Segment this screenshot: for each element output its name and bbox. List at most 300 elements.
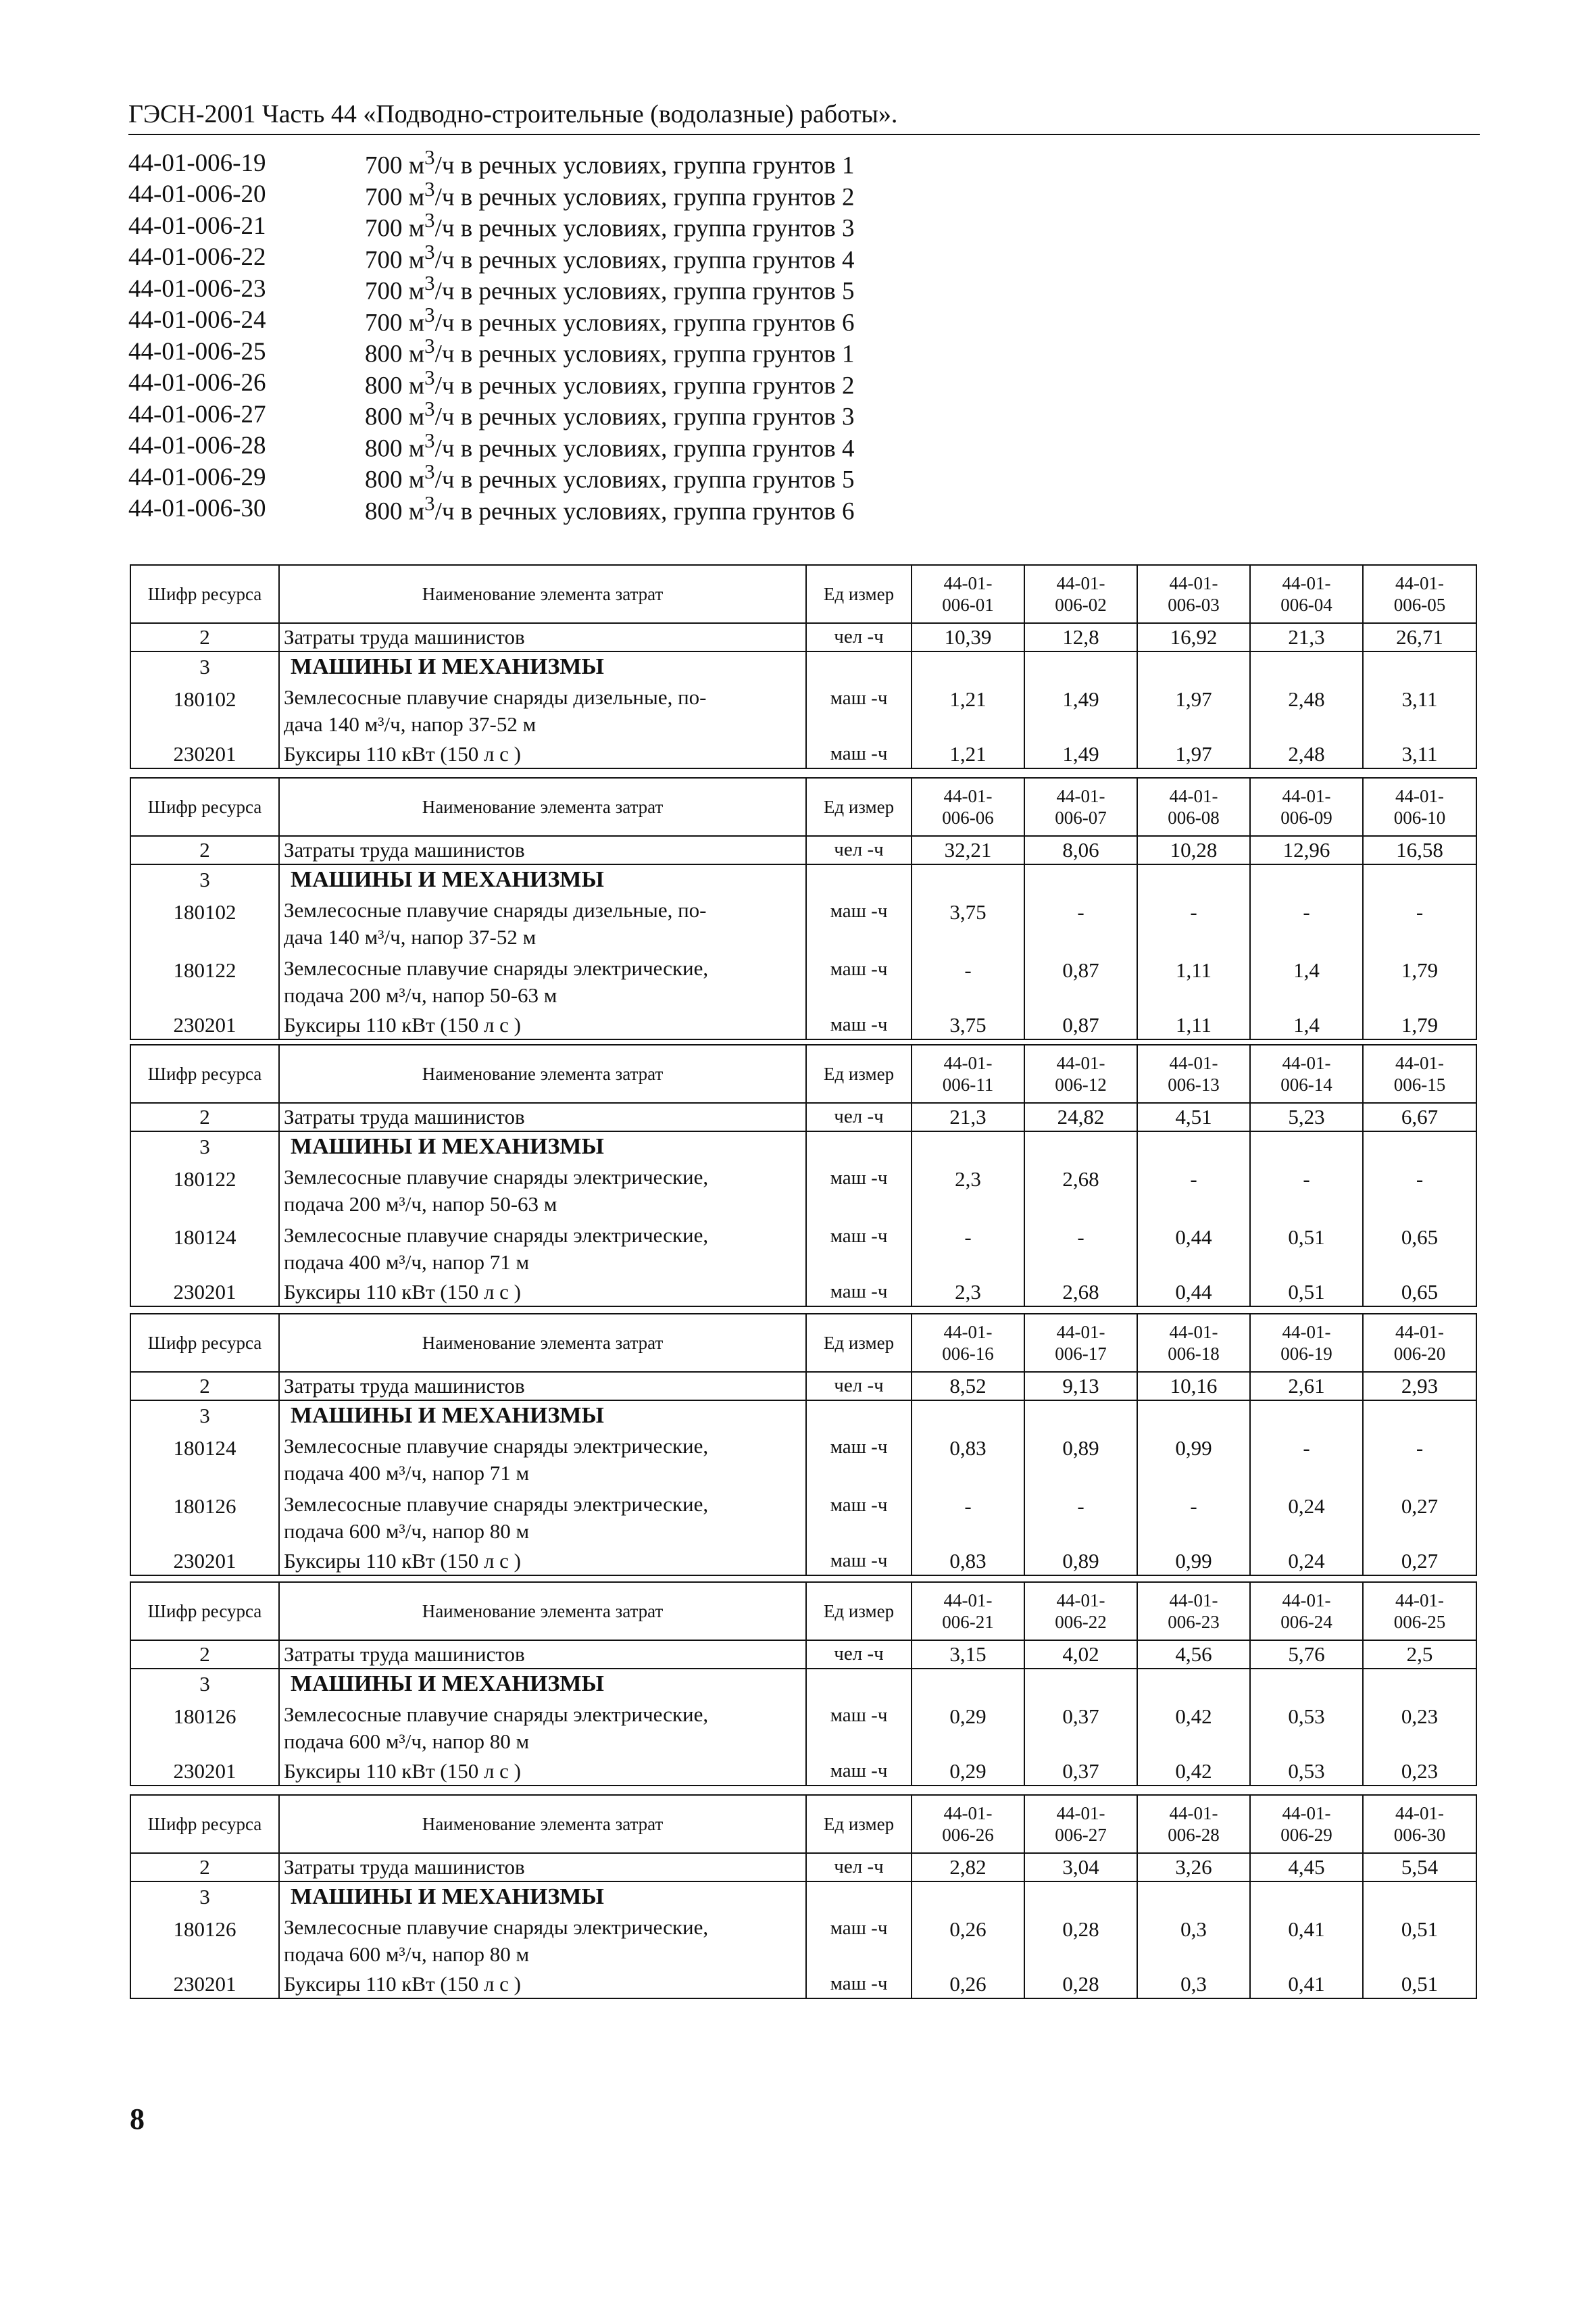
norm-code-line: 006-04 (1280, 595, 1332, 615)
resource-row (130, 1970, 1476, 1998)
resource-code: 230201 (130, 1547, 279, 1575)
header-norm-code (1137, 565, 1250, 623)
header-norm-code (1363, 1582, 1476, 1640)
norm-description: 700 $м^3/ч$ в речных условиях, группа грунтов 3 (365, 209, 855, 243)
resource-name (279, 740, 806, 768)
section-unit (806, 1881, 912, 1912)
resource-code: 230201 (130, 740, 279, 768)
resource-name-line: подача 200 м³/ч, напор 50-63 м (284, 1192, 557, 1216)
norm-value: - (1137, 1489, 1250, 1547)
norm-value: 0,83 (912, 1431, 1024, 1489)
resource-row (130, 1278, 1476, 1306)
resource-code: 230201 (130, 1970, 279, 1998)
norm-value: 0,26 (912, 1912, 1024, 1970)
resource-row (130, 953, 1476, 1011)
header-unit: Ед измер (806, 565, 912, 623)
resource-code: 180126 (130, 1699, 279, 1757)
norm-code-line: 44-01- (1282, 1052, 1331, 1073)
header-cost-element: Наименование элемента затрат (279, 1045, 806, 1103)
norm-value: 0,27 (1363, 1547, 1476, 1575)
norm-value: 0,42 (1137, 1757, 1250, 1786)
section-value (912, 1669, 1024, 1699)
norm-value: 0,23 (1363, 1757, 1476, 1786)
norm-value: 5,54 (1363, 1853, 1476, 1881)
section-value (1250, 864, 1363, 895)
norm-code-line: 44-01- (1282, 572, 1331, 593)
header-norm-code (1363, 1795, 1476, 1853)
norm-value: 8,52 (912, 1372, 1024, 1400)
norm-code-line: 006-12 (1055, 1075, 1107, 1095)
norm-code: 44-01-006-24 (128, 306, 266, 335)
norm-value: 2,3 (912, 1162, 1024, 1220)
norm-value: - (1024, 1489, 1137, 1547)
code-list-item (128, 242, 855, 274)
resource-row (130, 1757, 1476, 1786)
norm-description: 800 $м^3/ч$ в речных условиях, группа грунтов 3 (365, 397, 855, 431)
header-norm-code (912, 1582, 1024, 1640)
norm-code-line: 006-03 (1168, 595, 1220, 615)
resource-row (130, 1162, 1476, 1220)
norm-code-line: 44-01- (1056, 1802, 1105, 1823)
labor-row (130, 1640, 1476, 1669)
resource-row (130, 1011, 1476, 1039)
header-norm-code (1024, 1045, 1137, 1103)
norm-code-line: 006-05 (1393, 595, 1446, 615)
norm-value: 0,53 (1250, 1699, 1363, 1757)
norm-code-line: 006-30 (1393, 1825, 1446, 1845)
resource-name: Затраты труда машинистов (279, 1372, 806, 1400)
header-unit: Ед измер (806, 1045, 912, 1103)
norm-code-line: 44-01- (1282, 1802, 1331, 1823)
header-norm-code (1363, 1045, 1476, 1103)
section-code: 3 (130, 1131, 279, 1162)
header-resource-code: Шифр ресурса (130, 1045, 279, 1103)
section-value (1024, 1131, 1137, 1162)
norm-value: 3,15 (912, 1640, 1024, 1669)
section-value (912, 864, 1024, 895)
resource-row (130, 1431, 1476, 1489)
norm-code-line: 006-06 (942, 808, 994, 828)
norm-value: - (1024, 1220, 1137, 1278)
section-unit (806, 651, 912, 682)
norm-value: 3,11 (1363, 682, 1476, 740)
norm-code-line: 44-01- (1395, 785, 1444, 806)
section-value (1363, 1400, 1476, 1431)
norm-value: 0,24 (1250, 1547, 1363, 1575)
resource-unit: маш -ч (806, 1011, 912, 1039)
section-value (1250, 1131, 1363, 1162)
resource-name-line: Буксиры 110 кВт (150 л с ) (284, 741, 522, 766)
norm-value: 0,3 (1137, 1912, 1250, 1970)
resource-name-line: Землесосные плавучие снаряды дизельные, по- (284, 685, 707, 710)
norm-table (130, 1794, 1477, 1999)
resource-name (279, 895, 806, 953)
section-row (130, 651, 1476, 682)
norm-code-line: 006-11 (942, 1075, 994, 1095)
header-unit: Ед измер (806, 778, 912, 836)
norm-value: 0,29 (912, 1757, 1024, 1786)
resource-code: 180102 (130, 682, 279, 740)
norm-value: 0,83 (912, 1547, 1024, 1575)
norm-value: 5,23 (1250, 1103, 1363, 1131)
resource-name (279, 1547, 806, 1575)
norm-value: 1,49 (1024, 682, 1137, 740)
header-cost-element: Наименование элемента затрат (279, 1314, 806, 1372)
header-norm-code (1363, 1314, 1476, 1372)
section-label: МАШИНЫ И МЕХАНИЗМЫ (279, 651, 806, 682)
norm-value: - (912, 953, 1024, 1011)
unit-superscript: 3 (424, 303, 435, 326)
norm-code-line: 006-18 (1168, 1344, 1220, 1364)
resource-unit: чел -ч (806, 1103, 912, 1131)
resource-name-line: подача 600 м³/ч, напор 80 м (284, 1729, 530, 1754)
resource-name (279, 1489, 806, 1547)
norm-value: 21,3 (1250, 623, 1363, 651)
resource-name-line: Землесосные плавучие снаряды электрические, (284, 1492, 709, 1517)
norm-code-line: 006-19 (1280, 1344, 1332, 1364)
norm-value: 0,89 (1024, 1547, 1137, 1575)
norm-code: 44-01-006-27 (128, 400, 266, 428)
labor-row (130, 836, 1476, 864)
section-label: МАШИНЫ И МЕХАНИЗМЫ (279, 1881, 806, 1912)
norm-value: 2,82 (912, 1853, 1024, 1881)
table-header-row (130, 1582, 1476, 1640)
resource-name: Затраты труда машинистов (279, 1640, 806, 1669)
norm-value: 1,49 (1024, 740, 1137, 768)
norm-code-line: 006-10 (1393, 808, 1446, 828)
norm-code-line: 44-01- (1056, 572, 1105, 593)
unit-superscript: 3 (424, 209, 435, 232)
norm-code-line: 44-01- (1395, 1052, 1444, 1073)
norm-code-line: 44-01- (1169, 785, 1218, 806)
header-norm-code (1137, 778, 1250, 836)
resource-name: Затраты труда машинистов (279, 836, 806, 864)
section-value (1250, 651, 1363, 682)
resource-code: 2 (130, 836, 279, 864)
norm-code: 44-01-006-28 (128, 432, 266, 460)
resource-name-line: Землесосные плавучие снаряды дизельные, по- (284, 898, 707, 922)
header-unit: Ед измер (806, 1795, 912, 1853)
norm-value: 3,75 (912, 1011, 1024, 1039)
section-unit (806, 864, 912, 895)
norm-description: 800 $м^3/ч$ в речных условиях, группа грунтов 4 (365, 428, 855, 462)
norm-value: 0,41 (1250, 1912, 1363, 1970)
section-value (1137, 1881, 1250, 1912)
norm-code-line: 44-01- (943, 1590, 993, 1610)
section-value (912, 651, 1024, 682)
header-norm-code (1024, 1582, 1137, 1640)
resource-code: 180124 (130, 1431, 279, 1489)
norm-code-line: 44-01- (943, 785, 993, 806)
section-label: МАШИНЫ И МЕХАНИЗМЫ (279, 1669, 806, 1699)
norm-table (130, 1313, 1477, 1576)
code-list-item (128, 462, 855, 493)
norm-description: 800 $м^3/ч$ в речных условиях, группа грунтов 1 (365, 335, 855, 368)
resource-unit: маш -ч (806, 1278, 912, 1306)
code-list-item (128, 430, 855, 462)
norm-code-list (128, 147, 855, 524)
section-value (1250, 1669, 1363, 1699)
header-norm-code (912, 1795, 1024, 1853)
norm-value: 0,24 (1250, 1489, 1363, 1547)
section-value (912, 1131, 1024, 1162)
header-norm-code (1024, 1795, 1137, 1853)
resource-row (130, 740, 1476, 768)
norm-code-line: 44-01- (1056, 785, 1105, 806)
resource-unit: маш -ч (806, 1162, 912, 1220)
labor-row (130, 623, 1476, 651)
norm-description: 700 $м^3/ч$ в речных условиях, группа грунтов 5 (365, 272, 855, 305)
section-row (130, 1881, 1476, 1912)
norm-value: 0,51 (1250, 1278, 1363, 1306)
section-value (1024, 1669, 1137, 1699)
resource-row (130, 682, 1476, 740)
labor-row (130, 1372, 1476, 1400)
norm-code: 44-01-006-25 (128, 337, 266, 366)
norm-value: 2,48 (1250, 740, 1363, 768)
norm-value: 0,87 (1024, 1011, 1137, 1039)
unit-superscript: 3 (424, 491, 435, 515)
code-list-item (128, 179, 855, 211)
norm-code-line: 006-08 (1168, 808, 1220, 828)
resource-row (130, 1547, 1476, 1575)
resource-unit: маш -ч (806, 1970, 912, 1998)
header-norm-code (1250, 1314, 1363, 1372)
header-norm-code (1137, 1045, 1250, 1103)
norm-value: 3,11 (1363, 740, 1476, 768)
unit-superscript: 3 (424, 397, 435, 421)
section-unit (806, 1131, 912, 1162)
norm-value: 24,82 (1024, 1103, 1137, 1131)
norm-code-line: 44-01- (1056, 1052, 1105, 1073)
norm-value: - (912, 1220, 1024, 1278)
section-value (1137, 1400, 1250, 1431)
norm-code-line: 44-01- (1169, 1802, 1218, 1823)
section-code: 3 (130, 1669, 279, 1699)
resource-code: 2 (130, 1640, 279, 1669)
norm-value: 4,56 (1137, 1640, 1250, 1669)
norm-value: 1,79 (1363, 953, 1476, 1011)
norm-value: 16,58 (1363, 836, 1476, 864)
resource-name-line: Землесосные плавучие снаряды электрические, (284, 1434, 709, 1458)
page-number: 8 (130, 2102, 145, 2136)
resource-unit: чел -ч (806, 836, 912, 864)
resource-code: 230201 (130, 1757, 279, 1786)
norm-value: - (1024, 895, 1137, 953)
resource-name-line: Землесосные плавучие снаряды электрические, (284, 1702, 709, 1727)
norm-value: 0,3 (1137, 1970, 1250, 1998)
norm-value: 0,41 (1250, 1970, 1363, 1998)
norm-value: 26,71 (1363, 623, 1476, 651)
norm-value: 4,51 (1137, 1103, 1250, 1131)
norm-table (130, 1581, 1477, 1786)
resource-name (279, 682, 806, 740)
resource-name-line: Землесосные плавучие снаряды электрические, (284, 956, 709, 981)
header-norm-code (1250, 778, 1363, 836)
resource-name (279, 1970, 806, 1998)
resource-name (279, 1162, 806, 1220)
norm-code-line: 44-01- (1169, 1321, 1218, 1342)
unit-superscript: 3 (424, 335, 435, 358)
resource-name (279, 1431, 806, 1489)
section-code: 3 (130, 1400, 279, 1431)
section-value (1137, 864, 1250, 895)
norm-code: 44-01-006-30 (128, 495, 266, 523)
header-cost-element: Наименование элемента затрат (279, 778, 806, 836)
norm-value: 16,92 (1137, 623, 1250, 651)
resource-code: 2 (130, 1103, 279, 1131)
norm-value: 0,27 (1363, 1489, 1476, 1547)
page-header: ГЭСН-2001 Часть 44 «Подводно-строительные (водолазные) работы». (128, 101, 1480, 135)
unit-superscript: 3 (424, 460, 435, 484)
resource-name-line: подача 600 м³/ч, напор 80 м (284, 1519, 530, 1544)
norm-code: 44-01-006-26 (128, 369, 266, 397)
norm-code: 44-01-006-22 (128, 243, 266, 272)
norm-value: 0,89 (1024, 1431, 1137, 1489)
norm-code-line: 006-24 (1280, 1612, 1332, 1632)
header-resource-code: Шифр ресурса (130, 1582, 279, 1640)
norm-code-line: 44-01- (1395, 1802, 1444, 1823)
header-resource-code: Шифр ресурса (130, 565, 279, 623)
resource-name-line: Буксиры 110 кВт (150 л с ) (284, 1971, 522, 1996)
resource-unit: маш -ч (806, 1699, 912, 1757)
resource-code: 180124 (130, 1220, 279, 1278)
resource-row (130, 1220, 1476, 1278)
section-value (1137, 651, 1250, 682)
norm-code-line: 006-28 (1168, 1825, 1220, 1845)
resource-unit: чел -ч (806, 623, 912, 651)
section-unit (806, 1400, 912, 1431)
section-label: МАШИНЫ И МЕХАНИЗМЫ (279, 1131, 806, 1162)
resource-unit: маш -ч (806, 1489, 912, 1547)
resource-name (279, 1011, 806, 1039)
section-value (1250, 1881, 1363, 1912)
labor-row (130, 1103, 1476, 1131)
norm-code-line: 006-22 (1055, 1612, 1107, 1632)
norm-value: 1,11 (1137, 1011, 1250, 1039)
section-value (1024, 1400, 1137, 1431)
norm-code-line: 006-13 (1168, 1075, 1220, 1095)
norm-value: 1,11 (1137, 953, 1250, 1011)
header-norm-code (1250, 565, 1363, 623)
code-list-item (128, 399, 855, 430)
section-value (1024, 651, 1137, 682)
resource-code: 230201 (130, 1011, 279, 1039)
norm-code-line: 44-01- (1395, 1321, 1444, 1342)
resource-name-line: Буксиры 110 кВт (150 л с ) (284, 1012, 522, 1037)
header-norm-code (912, 1314, 1024, 1372)
norm-value: 0,28 (1024, 1912, 1137, 1970)
resource-name-line: подача 400 м³/ч, напор 71 м (284, 1250, 530, 1275)
norm-value: 0,28 (1024, 1970, 1137, 1998)
resource-unit: маш -ч (806, 1547, 912, 1575)
resource-code: 180126 (130, 1912, 279, 1970)
norm-value: - (1363, 895, 1476, 953)
norm-code-line: 44-01- (943, 572, 993, 593)
norm-value: - (1363, 1162, 1476, 1220)
header-norm-code (1137, 1795, 1250, 1853)
norm-code-line: 44-01- (1169, 1590, 1218, 1610)
unit-superscript: 3 (424, 240, 435, 264)
resource-row (130, 895, 1476, 953)
header-norm-code (1137, 1314, 1250, 1372)
norm-value: 4,02 (1024, 1640, 1137, 1669)
norm-value: 0,99 (1137, 1431, 1250, 1489)
norm-value: 12,96 (1250, 836, 1363, 864)
header-cost-element: Наименование элемента затрат (279, 1795, 806, 1853)
section-value (1137, 1669, 1250, 1699)
norm-value: - (1250, 895, 1363, 953)
norm-value: 4,45 (1250, 1853, 1363, 1881)
section-code: 3 (130, 864, 279, 895)
code-list-item (128, 210, 855, 242)
resource-row (130, 1489, 1476, 1547)
resource-code: 180126 (130, 1489, 279, 1547)
norm-code-line: 006-07 (1055, 808, 1107, 828)
norm-code: 44-01-006-23 (128, 274, 266, 303)
norm-value: 5,76 (1250, 1640, 1363, 1669)
resource-name-line: Землесосные плавучие снаряды электрические, (284, 1223, 709, 1248)
section-code: 3 (130, 1881, 279, 1912)
section-row (130, 1669, 1476, 1699)
norm-code-line: 44-01- (1056, 1590, 1105, 1610)
norm-value: 2,5 (1363, 1640, 1476, 1669)
resource-name (279, 953, 806, 1011)
resource-name-line: дача 140 м³/ч, напор 37-52 м (284, 925, 537, 950)
resource-code: 180122 (130, 1162, 279, 1220)
header-cost-element: Наименование элемента затрат (279, 565, 806, 623)
norm-value: 2,68 (1024, 1162, 1137, 1220)
header-resource-code: Шифр ресурса (130, 1795, 279, 1853)
unit-superscript: 3 (424, 272, 435, 295)
norm-code-line: 44-01- (1395, 1590, 1444, 1610)
header-cost-element: Наименование элемента затрат (279, 1582, 806, 1640)
labor-row (130, 1853, 1476, 1881)
section-value (1363, 1669, 1476, 1699)
norm-table (130, 564, 1477, 769)
norm-value: 1,4 (1250, 953, 1363, 1011)
norm-value: 3,26 (1137, 1853, 1250, 1881)
unit-superscript: 3 (424, 366, 435, 389)
norm-code-line: 44-01- (943, 1321, 993, 1342)
resource-name (279, 1912, 806, 1970)
norm-code-line: 006-25 (1393, 1612, 1446, 1632)
code-list-item (128, 273, 855, 305)
header-norm-code (1250, 1045, 1363, 1103)
norm-value: 1,97 (1137, 682, 1250, 740)
norm-code: 44-01-006-29 (128, 463, 266, 491)
resource-code: 2 (130, 1372, 279, 1400)
header-norm-code (1250, 1582, 1363, 1640)
norm-value: 2,61 (1250, 1372, 1363, 1400)
unit-superscript: 3 (424, 428, 435, 452)
norm-value: 0,87 (1024, 953, 1137, 1011)
norm-value: - (1363, 1431, 1476, 1489)
resource-name-line: Землесосные плавучие снаряды электрические, (284, 1165, 709, 1189)
resource-unit: чел -ч (806, 1372, 912, 1400)
section-code: 3 (130, 651, 279, 682)
norm-value: 21,3 (912, 1103, 1024, 1131)
norm-code-line: 006-29 (1280, 1825, 1332, 1845)
code-list-item (128, 147, 855, 179)
norm-value: 2,68 (1024, 1278, 1137, 1306)
norm-code-line: 44-01- (1282, 1590, 1331, 1610)
norm-code-line: 006-21 (942, 1612, 994, 1632)
norm-description: 800 $м^3/ч$ в речных условиях, группа грунтов 2 (365, 366, 855, 399)
resource-name-line: Буксиры 110 кВт (150 л с ) (284, 1279, 522, 1304)
norm-value: 32,21 (912, 836, 1024, 864)
norm-value: 0,44 (1137, 1220, 1250, 1278)
